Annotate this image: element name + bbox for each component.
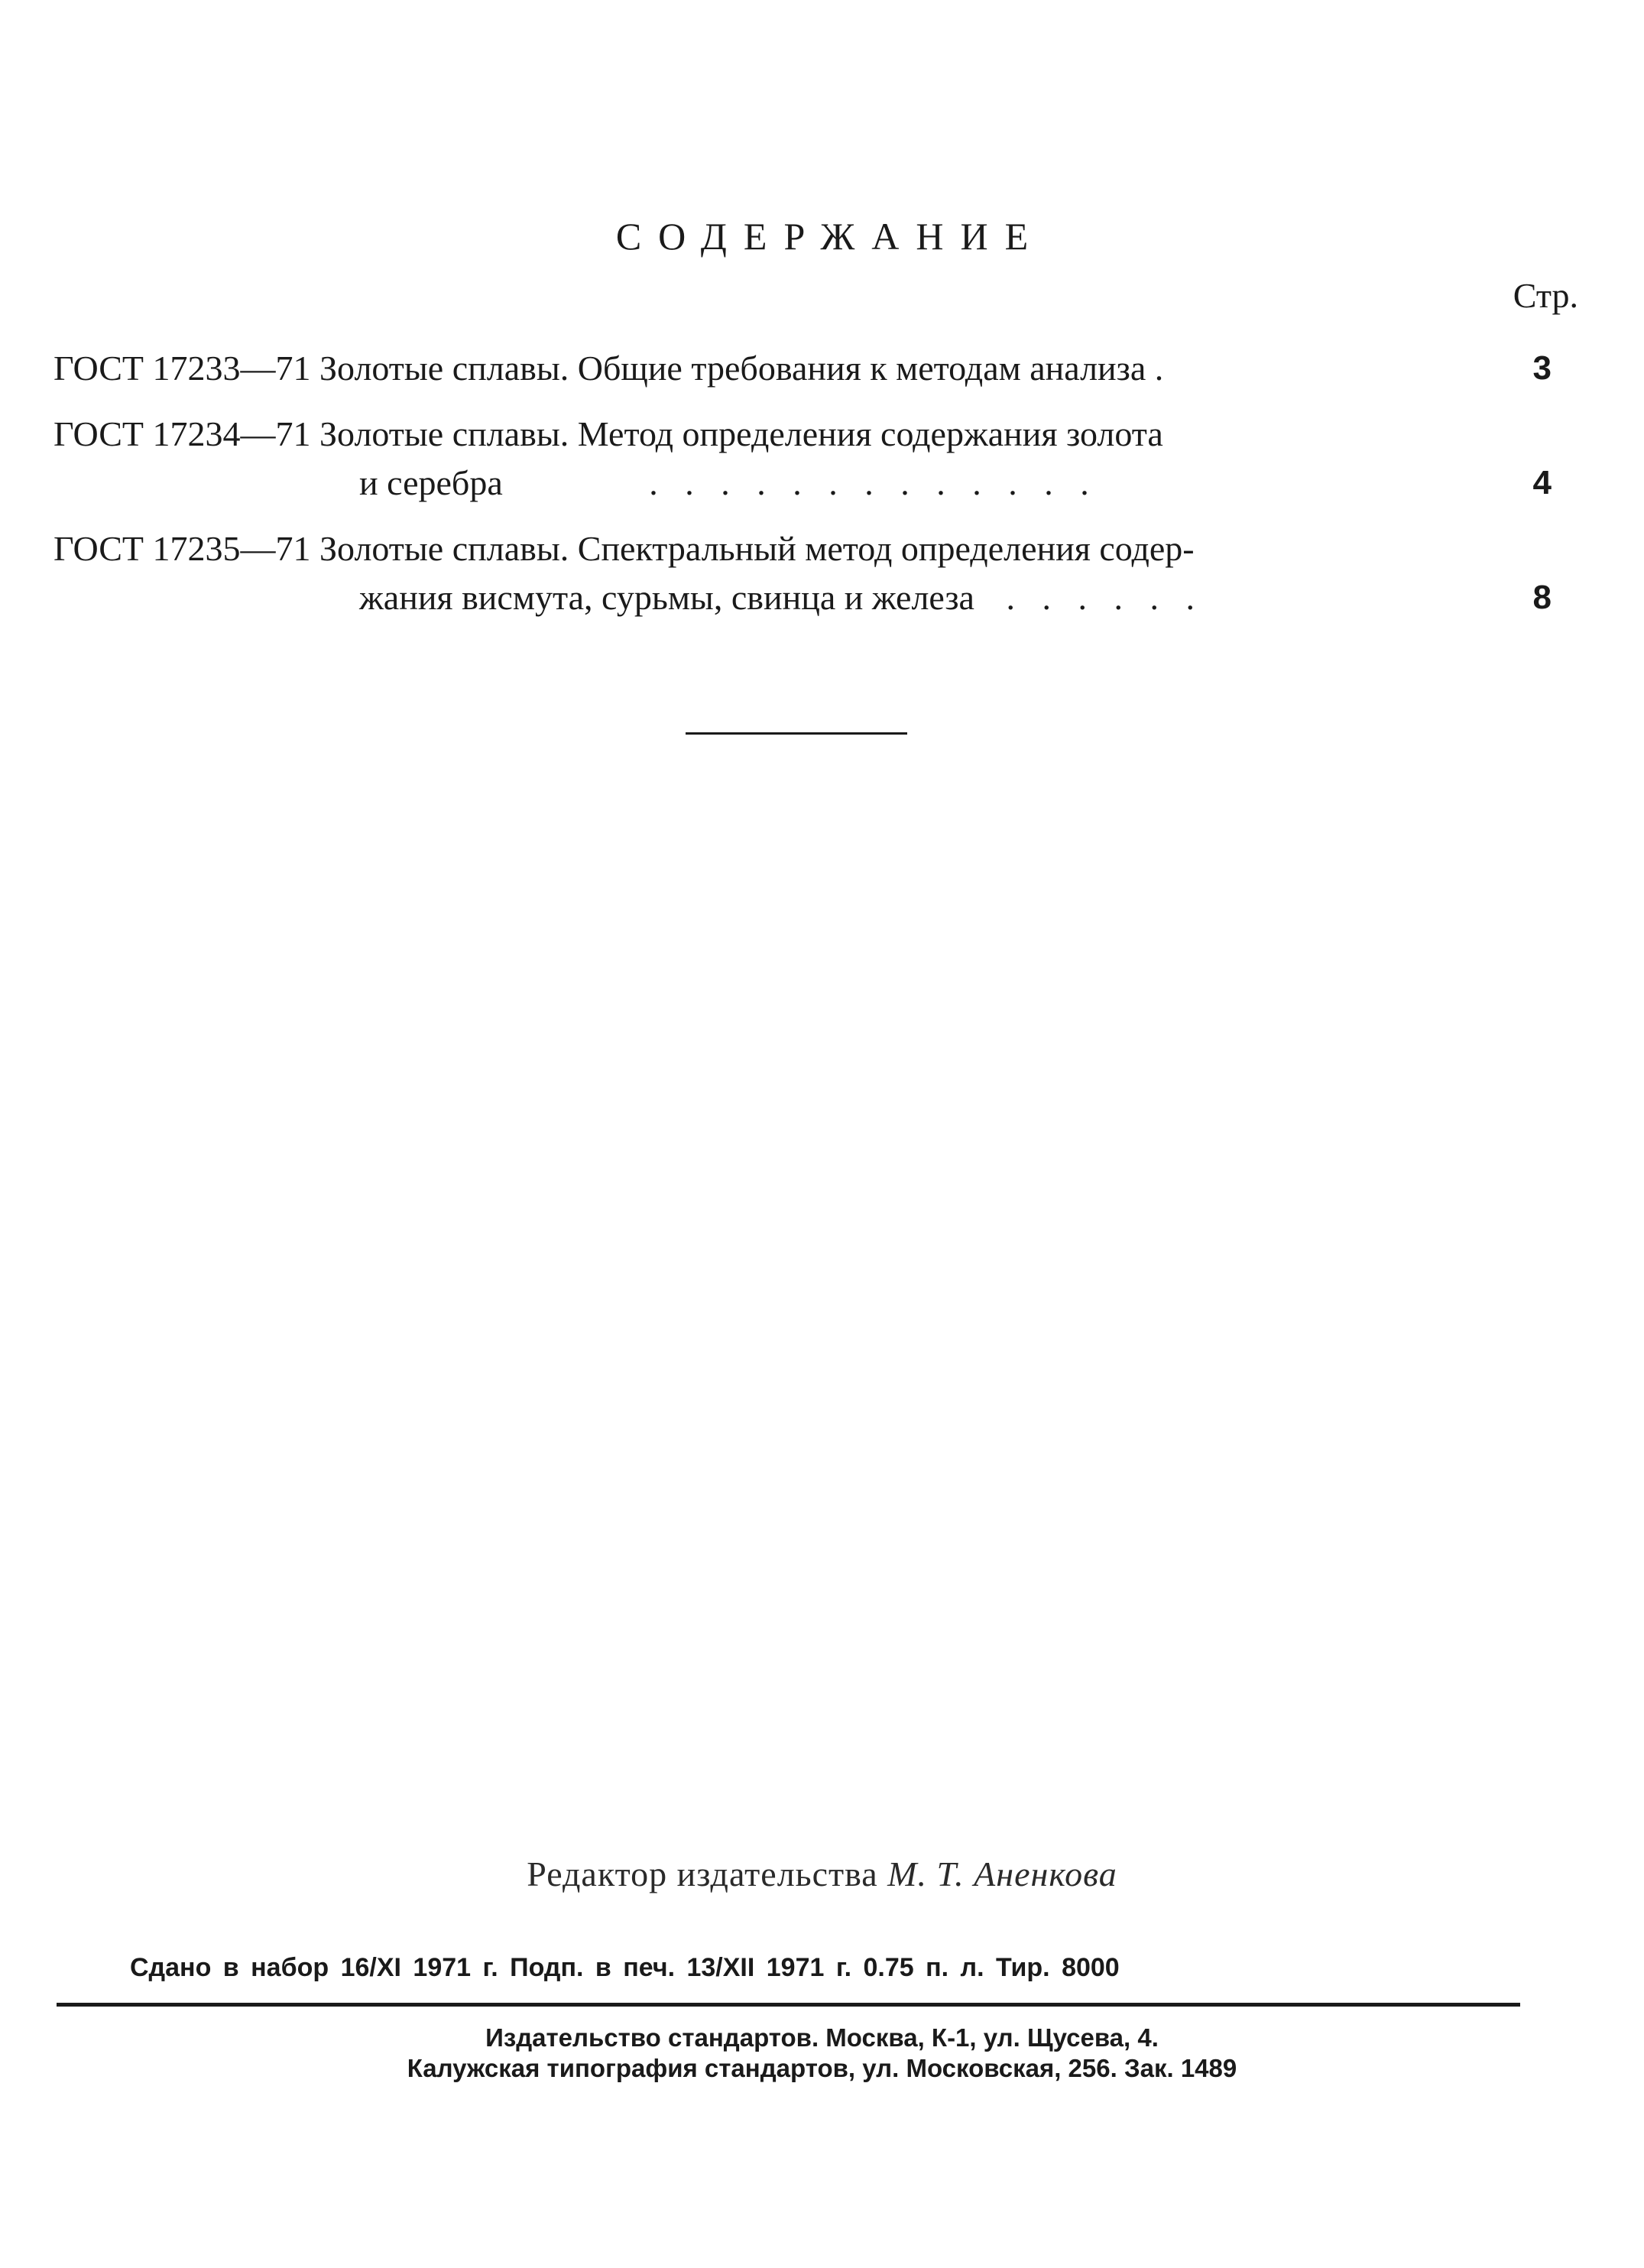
toc-title-continued: жания висмута, сурьмы, свинца и железа (359, 578, 974, 617)
toc-entry (54, 410, 1552, 508)
page-column-label: Стр. (1513, 276, 1578, 315)
toc-title: Золотые сплавы. Общие требования к методам анализа . (319, 349, 1164, 388)
toc-line (54, 344, 1552, 393)
toc-code: ГОСТ 17234—71 (54, 414, 311, 453)
toc-title-continued: и серебра (359, 463, 503, 502)
imprint-divider (57, 2003, 1520, 2007)
toc-entry (54, 344, 1552, 393)
publisher-info (0, 2023, 1644, 2084)
toc-title: Золотые сплавы. Метод определения содержания золота (319, 414, 1163, 453)
toc-page-number: 3 (1532, 349, 1552, 387)
toc-page-number: 8 (1532, 579, 1552, 616)
editor-credit (0, 1854, 1644, 1894)
toc-leader-dots: . . . . . . . . . . . . . (649, 463, 1098, 502)
toc-line (54, 524, 1552, 573)
toc-entry (54, 524, 1552, 622)
editor-name: М. Т. Аненкова (887, 1854, 1117, 1893)
table-of-contents (54, 344, 1552, 639)
toc-line-continued (54, 459, 1552, 508)
publisher-line: Издательство стандартов. Москва, К-1, ул. Щусева, 4. (485, 2023, 1159, 2052)
print-imprint: Сдано в набор 16/XI 1971 г. Подп. в печ. 13/XII 1971 г. 0.75 п. л. Тир. 8000 (130, 1953, 1120, 1982)
toc-page-number: 4 (1532, 464, 1552, 501)
section-divider (686, 732, 907, 735)
publisher-line: Калужская типография стандартов, ул. Московская, 256. Зак. 1489 (407, 2054, 1237, 2082)
toc-leader-dots: . . . . . . (1006, 578, 1204, 617)
toc-code: ГОСТ 17233—71 (54, 349, 311, 388)
toc-code: ГОСТ 17235—71 (54, 529, 311, 568)
editor-label: Редактор издательства (527, 1854, 878, 1893)
toc-line (54, 410, 1552, 459)
toc-line-continued (54, 573, 1552, 622)
page-title: СОДЕРЖАНИЕ (615, 215, 1046, 258)
toc-title: Золотые сплавы. Спектральный метод определения содер- (319, 529, 1195, 568)
